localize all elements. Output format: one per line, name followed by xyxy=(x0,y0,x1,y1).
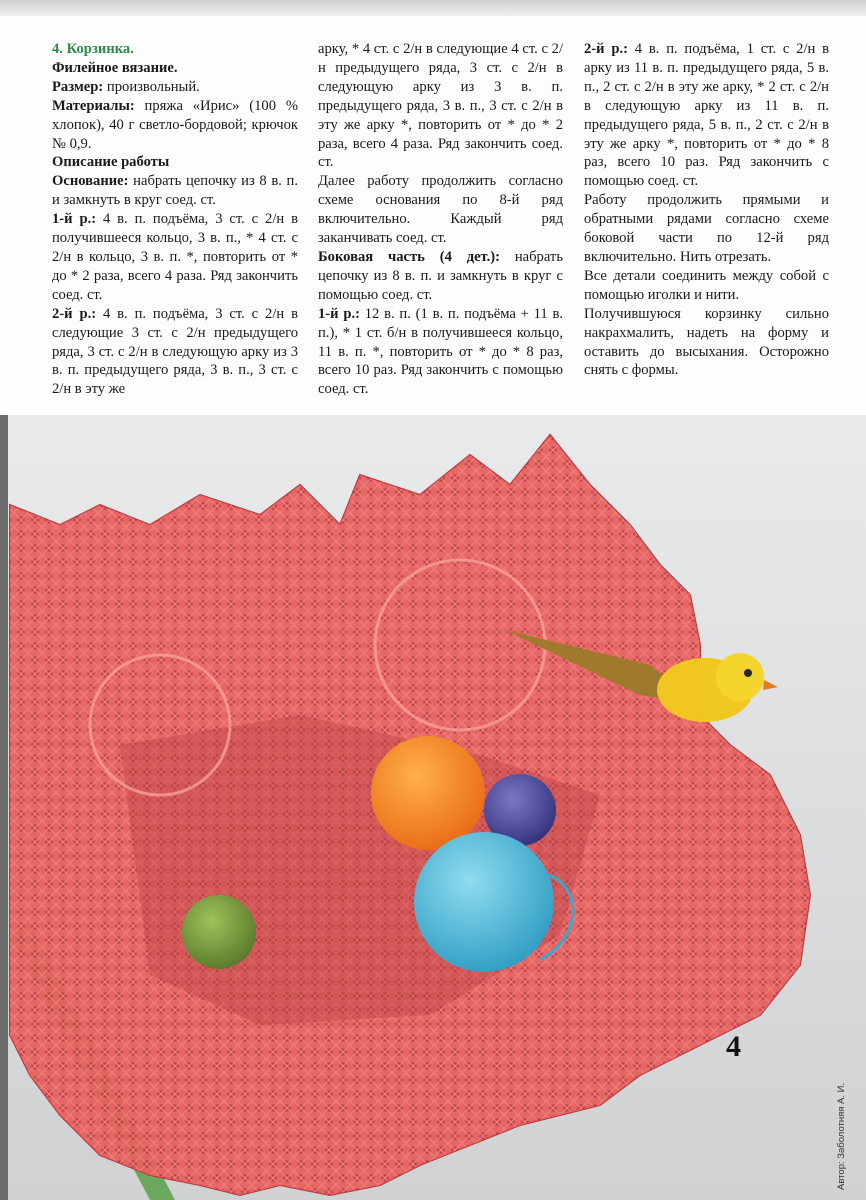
page-top-band xyxy=(0,0,866,16)
base-label: Основание: xyxy=(52,173,129,190)
side-row1-label: 1-й р.: xyxy=(318,305,360,322)
continue-side-text: Работу продолжить прямыми и обратными рядами согласно схеме боковой части по 12-й ряд включительно. Нить отрезать. xyxy=(584,192,829,265)
yarn-ball-blue xyxy=(414,832,554,972)
work-description-heading: Описание работы xyxy=(52,154,170,171)
yarn-ball-green xyxy=(182,895,256,969)
row1-label: 1-й р.: xyxy=(52,211,97,228)
side-row2-text: 4 в. п. подъёма, 1 ст. с 2/н в арку из 11 в. п. предыдущего ряда, 5 в. п., 2 ст. с 2/н в эту же арку, * 2 ст. с 2/н в следующую арку из 11 в. п. предыдущего ряда, 5 в. п., 2 ст. с 2/н в эту же арку *, повторить от * до * 8 раз, всего 10 раз. Ряд закончить с помощью соед. ст. xyxy=(584,41,829,190)
photo-left-edge xyxy=(0,415,8,1200)
side-part-text: набрать цепочку из 8 в. п. и замкнуть в круг с помощью соед. ст. xyxy=(318,248,563,303)
assembly-text: Все детали соединить между собой с помощью иголки и нити. xyxy=(584,267,829,303)
project-title: 4. Корзинка. xyxy=(52,41,134,57)
materials-value: пряжа «Ирис» (100 % хлопок), 40 г светло-бордовой; крючок № 0,9. xyxy=(52,97,298,152)
row2-label: 2-й р.: xyxy=(52,305,97,322)
row2-text-part2: арку, * 4 ст. с 2/н в следующие 4 ст. с 2/н предыдущего ряда, 3 ст. с 2/н в следующую арку из 3 в. п. предыдущего ряда, 3 в. п., 3 ст. с 2/н в эту же арку *, повторить от * до * 2 раза, всего 4 раза. Ряд закончить соед. ст. xyxy=(318,41,563,171)
size-value: произвольный. xyxy=(106,78,200,95)
side-row1-text: 12 в. п. (1 в. п. подъёма + 11 в. п.), * 1 ст. б/н в получившееся кольцо, 11 в. п. *, повторить от * до * 8 раз, всего 10 раз. Ряд закончить с помощью соед. ст. xyxy=(318,305,564,398)
text-column-1 xyxy=(52,40,298,399)
figure-number: 4 xyxy=(726,1030,741,1063)
side-part-label: Боковая часть (4 дет.): xyxy=(318,248,500,265)
base-text: набрать цепочку из 8 в. п. и замкнуть в круг соед. ст. xyxy=(52,173,298,209)
text-column-2 xyxy=(318,40,563,399)
size-label: Размер: xyxy=(52,78,104,95)
row1-text: 4 в. п. подъёма, 3 ст. с 2/н в получившееся кольцо, 3 в. п., * 4 ст. с 2/н в кольцо, 3 в. п. *, повторить от * до * 2 раза, всего 4 раза. Ряд закончить соед. ст. xyxy=(52,211,298,303)
technique-heading: Филейное вязание. xyxy=(52,59,178,76)
author-credit: Автор: Заболотняя А. И. xyxy=(836,1082,847,1190)
starch-text: Получившуюся корзинку сильно накрахмалить, надеть на форму и оставить до высыхания. Осторожно снять с формы. xyxy=(584,305,829,379)
side-row2-label: 2-й р.: xyxy=(584,41,628,57)
yarn-ball-orange xyxy=(371,736,485,850)
materials-label: Материалы: xyxy=(52,97,135,114)
instructions-text xyxy=(0,40,866,410)
basket-photo xyxy=(0,415,866,1200)
row2-text-part1: 4 в. п. подъёма, 3 ст. с 2/н в следующие 3 ст. с 2/н предыдущего ряда, 3 ст. с 2/н в следующую арку из 3 в. п. предыдущего ряда, 3 в. п., 3 ст. с 2/н в эту же xyxy=(52,305,298,398)
continue-base-text: Далее работу продолжить согласно схеме основания по 8-й ряд включительно. Каждый ряд заканчивать соед. ст. xyxy=(318,173,563,247)
text-column-3 xyxy=(584,40,829,380)
